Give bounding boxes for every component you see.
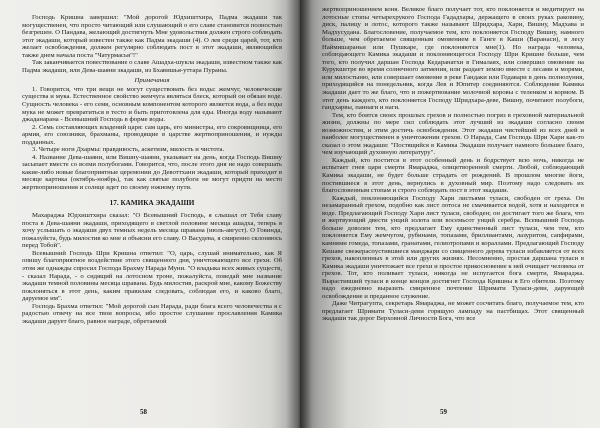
note-item: 4. Название Дева-шаяни, или Вишну-шаяни, указывает на день, когда Господь Вишну засыпает вместе со всеми полубогами. Говорится, что, после этого дня не надо совершать какие-либо новые благоприятные церемонии до Девоттхани экадаши, который приходит в месяце картика (октябрь-ноябрь), так как святые полубоги не могут придти на место жертвоприношения и солнце идет по своему южному пути. bbox=[22, 153, 282, 192]
chapter-paragraph: Всевышний Господь Шри Кришна ответил: "О, царь, слушай внимательно, как Я опишу благоприятное воздействие этого священного дня, уничтожающего все грехи. Об этом же однажды спросил Господа Брахму Нарада Муни. "О владыка всех живых существ, - сказал Нарада, - о сидящий на лотосном троне, пожалуйста, поведай мне название экадаши темной половины месяца шравана. Будь милостив, раскрой мне, какому Божеству поклоняться в этот день, каким правилам следовать, соблюдая его, и каково благо, даруемое им". bbox=[22, 249, 282, 303]
left-page-text bbox=[22, 14, 282, 325]
chapter-title: 17. КАМИКА ЭКАДАШИ bbox=[109, 198, 195, 207]
book-gutter-shadow bbox=[286, 0, 312, 428]
body-paragraph: Каждый, кто постится в этот особенный день и бодрствует всю ночь, никогда не испытает гнев царя смерти Ямараджа, олицетворенной смерти. Любой, соблюдающий Камика экадаши, не будет больше страдать от рождений. В прошлом многие йоги, постившиеся в этот день, вернулись в духовный мир. Поэтому надо следовать их благословенным стопам и строго соблюдать пост в этот экадаши. bbox=[322, 156, 584, 195]
body-paragraph: Каждый, поклоняющийся Господу Хари листьями туласи, свободен от греха. Он незамаранный грехом, подобно как лист лотоса не смачивается водой, хотя и находится в воде. Предлагающий Господу Хари лист туласи, свободен; он достигает того же блага, что и жертвующий двести унций золота или восемьсот унций серебра. Всевышний Господь больше доволен тем, кто предлагает Ему единственный лист туласи, чем тем, кто поклоняется Ему жемчугом, рубинами, топазами, бриллиантами, лазуритом, сапфирами, камнями гомеда, топазами, гранатами, гелиотропами и кораллами. Предлагающий Господу Кешаве свежераспустившиеся манджари со священного дерева туласи избавляется от всех грехов, накопленных в этой или других жизнях. Несомненно, простая даршана туласи в Камика экадаши уничтожает все грехи и простое прикосновение к ней очищает человека от грехов. Тот, кто поливает туласи, никогда не испугается бога смерти, Ямараджа. Вырастивший туласи в конце концов достигнет Господа Кришны в Его обители. Поэтому надо ежедневно выразить смиренное почтение Шримати Туласи-деви, дарующей освобождение и преданное служение. bbox=[322, 194, 584, 300]
right-page bbox=[300, 0, 600, 428]
note-item: 2. Семь составляющих владений царя: сам царь, его министры, его сокровищница, его армия, его союзники, брахманы, проводящие в царстве жертвоприношения, и нужды подданных. bbox=[22, 123, 282, 146]
body-paragraph: жертвоприношением коня. Великое благо получает тот, кто поклоняется и медитирует на лотосные стопы четырехрукого Господа Гададхары, держащего в своих руках раковину, диск, палицу и лотос, которого также называют Шридхара, Хари, Вишну, Мадхава и Мадхусудана. Благословение, получаемое тем, кто поклоняется Господу Вишну, намного больше, чем обретаемое священным омовением в Ганге в Каши (Варанаси), в лесу Наймишараньи или Пушкаре, где поклоняются мне(1). Но награда человека, соблюдающего Камика экадаши и поклоняющегося Господу Шри Кришне больше, чем того, кто получил даршан Господа Кедаранатхи в Гималаях, или совершил омовение на Курукшетре во время солнечного затмения, или раздает землю вместе с лесами и морями, или милостыню, или совершает омовение в реке Гандаки или Годавари в день полнолуния, приходящийся на понедельник, когда Лев и Юпитер соединяются. Соблюдение Камика экадаши дает то же благо, что и пожертвование молочной коровы с теленком и кормом. В этот день каждого, кто поклоняется Господу Шридхара-деве, Вишну, почитают полубоги, гандхарвы, паннаги и наги. bbox=[322, 6, 584, 112]
right-page-text bbox=[322, 6, 584, 323]
note-item: 3. Четыре ноги Дхармы: правдивость, аскетизм, милость и чистота. bbox=[32, 146, 225, 154]
body-paragraph: Даже Читрагупта, секретарь Ямараджа, не может сосчитать благо, получаемое тем, кто предлагает Шримати Туласи-деви горящую лампаду на пастбищах. Этот священный экадаши так дорог Верховной Личности Бога, что все bbox=[322, 300, 584, 323]
intro-paragraph: Господь Кришна завершил: "Мой дорогой Юдхиштхира, Падма экадаши так могущественен, что просто читающий или слушающий о его славе становится полностью безгрешен. О Пандава, желающий достигнуть Мне удовольствия должен строго соблюдать этот экадаши, который известен также как Падма экадаши (4). О лев среди царей, тот, кто желает освобождения, должен регулярно соблюдать пост в этот экадаши, являющийся также днем начала поста "Чатурмасья"!" bbox=[22, 14, 282, 59]
notes-title: Примечания bbox=[134, 77, 170, 85]
page-number-left: 58 bbox=[140, 408, 147, 416]
intro-paragraph: Так заканчивается повествование о славе Ашадха-шукла экадаши, известном также как Падма экадаши, или Дева-шаяни экадаши, из Бхавишья-уттара Пураны. bbox=[22, 59, 282, 74]
chapter-paragraph: Махараджа Юдхиштхира сказал: "О Всевышний Господь, я слышал от Тебя славу поста в Дева-шаяни экадаши, приходящего в светлой половине месяца ашадха, теперь я хочу услышать о экадаши двух темных недель месяца шравана (июль-август). О Говинда, пожалуйста, будь милостив ко мне и объясни его славу. О Васудева, я смиренно склоняюсь перед Тобой". bbox=[22, 212, 282, 250]
chapter-paragraph: Господь Брахма ответил: "Мой дорогой сын Нарада, ради блага всего человечества я с радостью отвечу на все твои вопросы, ибо простое слушание прославления Камика экадаши дарует благо, равное награде, обретаемой bbox=[22, 302, 282, 325]
note-item: 1. Говорится, что три вещи не могут существовать без воды: жемчуг, человеческие существа и мука. Естественное свойство жемчуга являться блеск, который он обязан воде. Сущность человека - его семя, основным компонентом которого является вода, а без воды мука не может превратиться в тесто и быть приготовлена для еды. Иногда воду называют джаданарана - Всевышний Господь в форме воды. bbox=[22, 85, 282, 124]
page-number-right: 59 bbox=[440, 408, 447, 416]
body-paragraph: Тем, кто боится своих прошлых грехов и полностью погряз в греховной материальной жизни, должны по мере сил соблюдать этот лучший из экадаши согласно своим возможностям, и этим достичь освобождения. Этот экадаши чистейший из всех дней и наиболее могущественен в уничтожении грехов. О Нарада, Сам Господь Шри Хари как-то сказал о этом экадаши: "Постящийся в Камика Экадаши получает намного большее благо, чем изучающий духовную литературу". bbox=[322, 111, 584, 157]
